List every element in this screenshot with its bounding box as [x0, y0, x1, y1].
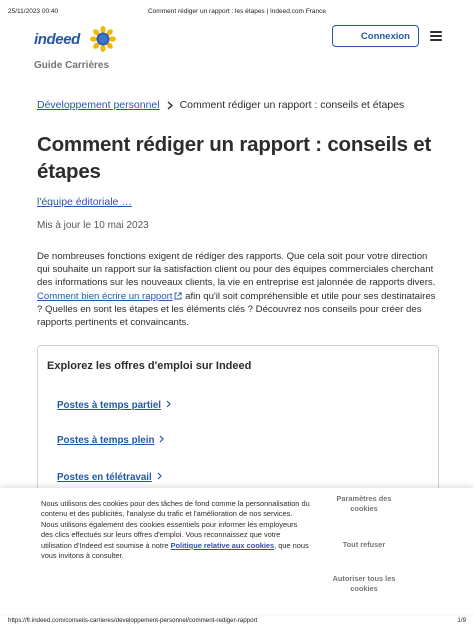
print-page-number: 1/9 [457, 617, 466, 624]
section-label[interactable]: Guide Carrières [34, 60, 110, 71]
hamburger-menu-icon[interactable] [430, 31, 442, 41]
indeed-logo[interactable] [34, 26, 116, 52]
breadcrumb-current: Comment rédiger un rapport : conseils et étapes [179, 99, 405, 111]
jobs-card-title: Explorez les offres d'emploi sur Indeed [47, 360, 252, 372]
chevron-right-icon [167, 101, 173, 110]
job-link-remote[interactable]: Postes en télétravail [57, 472, 162, 483]
updated-date: Mis à jour le 10 mai 2023 [37, 220, 149, 231]
cookie-settings-button[interactable]: Paramètres des cookies [336, 494, 392, 514]
print-header [8, 8, 466, 20]
print-title: Comment rédiger un rapport : les étapes | Indeed.com France [147, 8, 326, 15]
cookie-banner [0, 488, 474, 614]
breadcrumb-parent-link[interactable]: Développement personnel [37, 99, 160, 111]
author-link[interactable]: l'équipe éditoriale … [37, 196, 132, 208]
intro-text-2: afin qu'il soit compréhensible et utile pour ses destinataires ? Quelles en sont les étapes et les éléments clés ? Découvrez nos conseils pour créer des rapports pertinents et convaincants. [37, 290, 436, 329]
cookie-policy-link[interactable]: Politique relative aux cookies [170, 540, 275, 550]
jobs-card [37, 345, 439, 505]
sunflower-icon [90, 26, 116, 52]
intro-text-1: De nombreuses fonctions exigent de rédiger des rapports. Que cela soit pour votre direction qui souhaite un rapport sur la satisfaction client ou pour des équipes commerciales cherchant des informations sur les nouveaux clients, la vie en entreprise est jalonnée de rapports divers. [37, 251, 436, 289]
logo-text: indeed [34, 30, 80, 48]
chevron-right-icon [157, 472, 162, 480]
page-title: Comment rédiger un rapport : conseils et étapes [37, 133, 432, 183]
breadcrumb [37, 99, 404, 111]
login-button[interactable]: Connexion [332, 25, 419, 47]
chevron-right-icon [166, 400, 171, 408]
top-bar [0, 22, 474, 52]
job-link-part-time[interactable]: Postes à temps partiel [57, 400, 171, 411]
write-report-link[interactable]: Comment bien écrire un rapport [37, 291, 182, 302]
refuse-all-button[interactable]: Tout refuser [342, 540, 386, 549]
cookie-text: Nous utilisons des cookies pour des tâches de fond comme la personnalisation du contenu et des publicités, l'analyse du trafic et l'amélioration de nos services. Nous utilisons également des cookies essentiels pour informer les employeurs des clics effectués sur leurs offres d'emploi. Vous reconnaissez que votre utilisation d'Indeed est soumise à notre Politique relative aux cookies, que nous vous invitons à consulter. [41, 499, 310, 561]
accept-all-cookies-button[interactable]: Autoriser tous les cookies [332, 574, 396, 594]
job-link-full-time[interactable]: Postes à temps plein [57, 435, 164, 446]
chevron-right-icon [159, 435, 164, 443]
print-date: 25/11/2023 00:40 [8, 8, 59, 15]
intro-paragraph [37, 250, 439, 329]
print-url: https://fr.indeed.com/conseils-carrieres/developpement-personnel/comment-rediger-rapport [8, 617, 258, 624]
external-link-icon [174, 292, 182, 300]
